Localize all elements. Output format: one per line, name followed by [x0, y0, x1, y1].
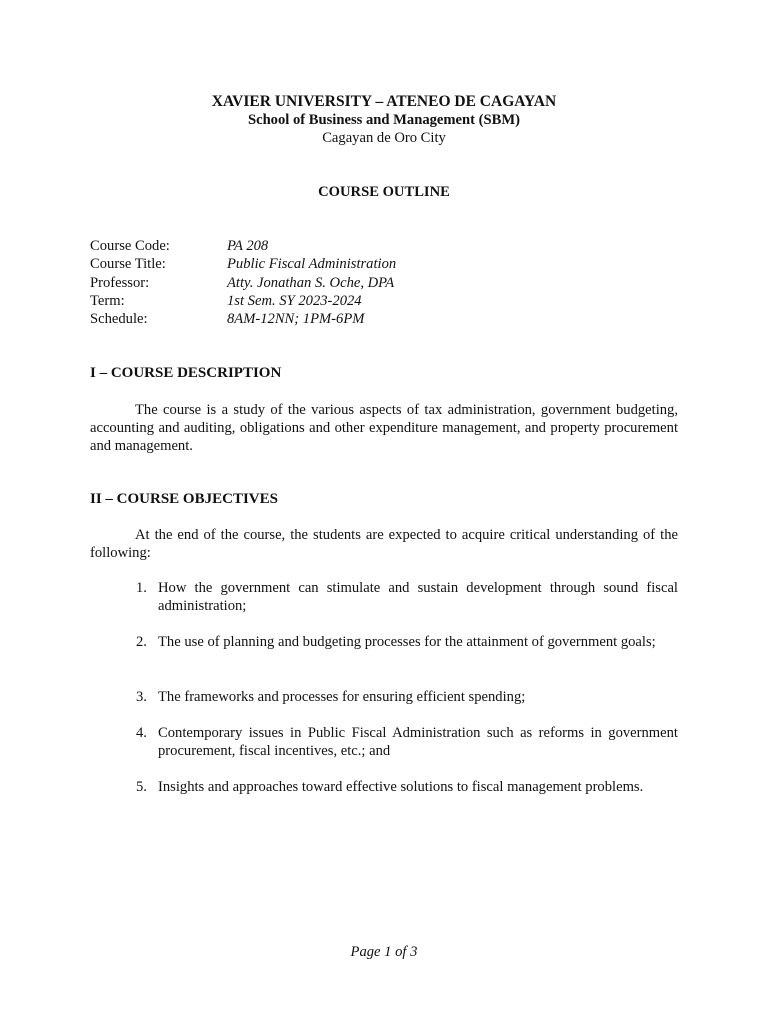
page-number: Page 1 of 3: [350, 944, 418, 960]
course-objectives-heading: II – COURSE OBJECTIVES: [90, 491, 278, 507]
list-item-number: 1.: [136, 580, 147, 596]
schedule-value: 8AM-12NN; 1PM-6PM: [227, 311, 365, 328]
schedule-label: Schedule:: [90, 311, 148, 328]
course-description-paragraph: [90, 401, 678, 455]
document-header: [0, 93, 768, 147]
course-info-row: [90, 292, 396, 310]
course-info-table: [90, 237, 396, 328]
term-value: 1st Sem. SY 2023-2024: [227, 292, 362, 309]
list-item-text: The frameworks and processes for ensuring efficient spending;: [158, 689, 526, 705]
list-item: [90, 688, 678, 706]
course-description-heading: I – COURSE DESCRIPTION: [90, 365, 282, 381]
course-description-text: The course is a study of the various aspects of tax administration, government budgeting, accounting and auditing, obligations and other expenditure management, and property procurement and management.: [90, 402, 678, 454]
list-item-text: Contemporary issues in Public Fiscal Administration such as reforms in government procurement, fiscal incentives, etc.; and: [158, 725, 678, 759]
school-name: School of Business and Management (SBM): [247, 112, 521, 128]
list-item: [90, 579, 678, 615]
list-item-number: 2.: [136, 634, 147, 650]
course-info-row: [90, 310, 396, 328]
course-code-label: Course Code:: [90, 238, 170, 254]
list-item-number: 4.: [136, 725, 147, 741]
list-item-number: 3.: [136, 689, 147, 705]
list-item-text: How the government can stimulate and sustain development through sound fiscal administration;: [158, 580, 678, 614]
list-item-text: The use of planning and budgeting processes for the attainment of government goals;: [158, 634, 656, 650]
list-item-number: 5.: [136, 779, 147, 795]
professor-value: Atty. Jonathan S. Oche, DPA: [227, 274, 395, 291]
list-item: [90, 633, 678, 651]
city-name: Cagayan de Oro City: [322, 130, 446, 146]
course-objectives-intro-text: At the end of the course, the students are expected to acquire critical understanding of the following:: [90, 527, 678, 561]
course-objectives-intro: [90, 526, 678, 562]
list-item-text: Insights and approaches toward effective solutions to fiscal management problems.: [158, 779, 644, 795]
term-label: Term:: [90, 292, 125, 309]
document-title: COURSE OUTLINE: [318, 184, 450, 200]
course-info-row: [90, 274, 396, 292]
course-title-label: Course Title:: [90, 256, 166, 273]
list-item: [90, 724, 678, 760]
professor-label: Professor:: [90, 274, 150, 291]
course-title-value: Public Fiscal Administration: [227, 256, 397, 273]
list-item: [90, 778, 678, 796]
course-info-row: [90, 237, 396, 255]
university-name: XAVIER UNIVERSITY – ATENEO DE CAGAYAN: [211, 93, 557, 110]
course-info-row: [90, 255, 396, 273]
course-code-value: PA 208: [227, 238, 269, 254]
